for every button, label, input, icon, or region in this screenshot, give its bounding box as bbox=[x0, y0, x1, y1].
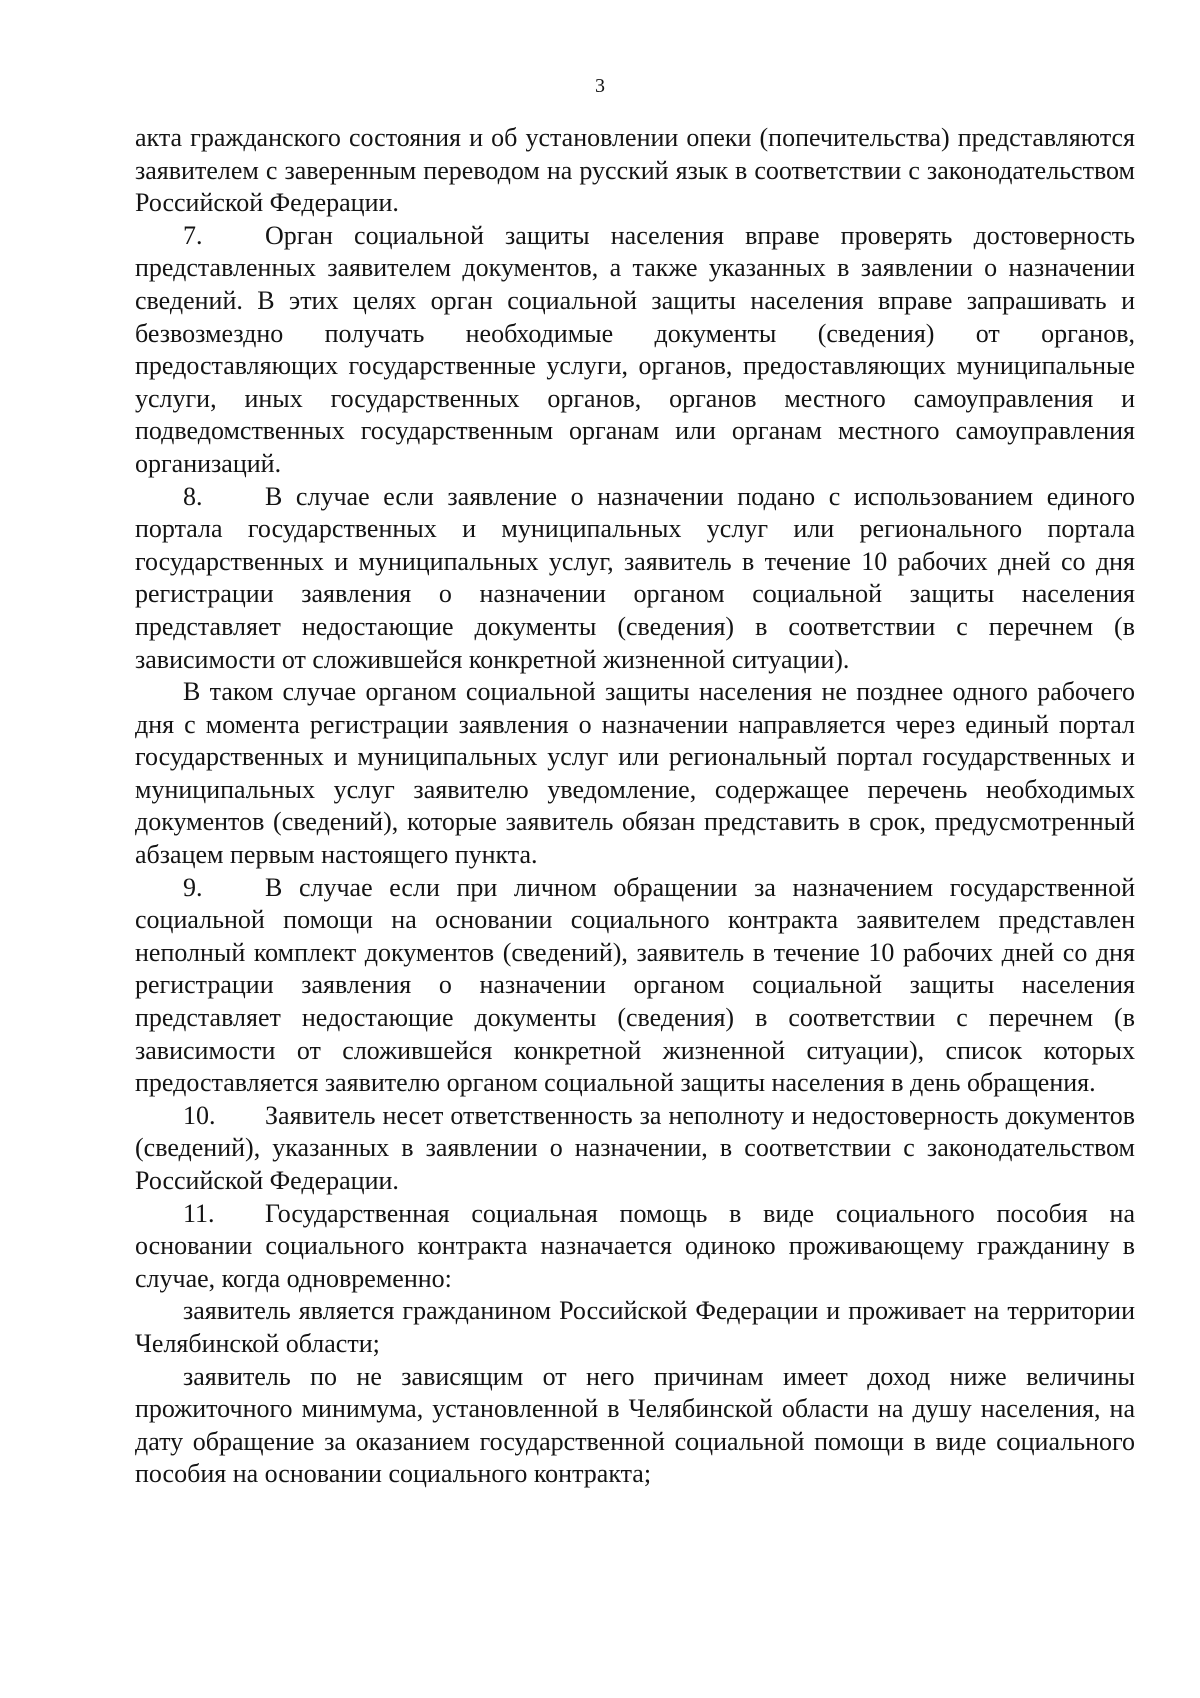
paragraph-item-7 bbox=[135, 220, 1135, 481]
paragraph-item-10 bbox=[135, 1100, 1135, 1198]
paragraph-text: Орган социальной защиты населения вправе проверять достоверность представленных заявителем документов, а также указанных в заявлении о назначении сведений. В этих целях орган социальной защиты населения вправе запрашивать и безвозмездно получать необходимые документы (сведения) от органов, предоставляющих государственные услуги, органов, предоставляющих муниципальные услуги, иных государственных органов, органов местного самоуправления и подведомственных государственным органам или органам местного самоуправления организаций. bbox=[135, 220, 1135, 478]
paragraph-text: В таком случае органом социальной защиты населения не позднее одного рабочего дня с момента регистрации заявления о назначении направляется через единый портал государственных и муниципальных услуг или региональный портал государственных и муниципальных услуг заявителю уведомление, содержащее перечень необходимых документов (сведений), которые заявитель обязан представить в срок, предусмотренный абзацем первым настоящего пункта. bbox=[135, 677, 1135, 870]
paragraph-number: 10. bbox=[183, 1100, 216, 1130]
document-body bbox=[135, 122, 1135, 1491]
paragraph-text: заявитель по не зависящим от него причинам имеет доход ниже величины прожиточного минимума, установленной в Челябинской области на душу населения, на дату обращение за оказанием государственной социальной помощи в виде социального пособия на основании социального контракта; bbox=[135, 1361, 1135, 1489]
paragraph-number: 11. bbox=[183, 1198, 215, 1228]
paragraph-item-11 bbox=[135, 1198, 1135, 1296]
paragraph-continuation bbox=[135, 122, 1135, 220]
paragraph-item-8-continued bbox=[135, 676, 1135, 872]
paragraph-text: заявитель является гражданином Российской Федерации и проживает на территории Челябинской области; bbox=[135, 1296, 1135, 1358]
paragraph-item-8 bbox=[135, 481, 1135, 677]
paragraph-number: 9. bbox=[183, 872, 203, 902]
paragraph-number: 8. bbox=[183, 481, 203, 511]
paragraph-text: В случае если заявление о назначении подано с использованием единого портала государственных и муниципальных услуг или регионального портала государственных и муниципальных услуг, заявитель в течение 10 рабочих дней со дня регистрации заявления о назначении органом социальной защиты населения представляет недостающие документы (сведения) в соответствии с перечнем (в зависимости от сложившейся конкретной жизненной ситуации). bbox=[135, 481, 1135, 674]
paragraph-condition-citizenship bbox=[135, 1295, 1135, 1360]
paragraph-condition-income bbox=[135, 1361, 1135, 1491]
paragraph-text: акта гражданского состояния и об установлении опеки (попечительства) представляются заявителем с заверенным переводом на русский язык в соответствии с законодательством Российской Федерации. bbox=[135, 123, 1135, 218]
paragraph-item-9 bbox=[135, 872, 1135, 1100]
paragraph-number: 7. bbox=[183, 220, 203, 250]
page-number: 3 bbox=[595, 75, 605, 97]
paragraph-text: Государственная социальная помощь в виде социального пособия на основании социального контракта назначается одиноко проживающему гражданину в случае, когда одновременно: bbox=[135, 1198, 1135, 1293]
paragraph-text: Заявитель несет ответственность за неполноту и недостоверность документов (сведений), указанных в заявлении о назначении, в соответствии с законодательством Российской Федерации. bbox=[135, 1100, 1135, 1195]
paragraph-text: В случае если при личном обращении за назначением государственной социальной помощи на основании социального контракта заявителем представлен неполный комплект документов (сведений), заявитель в течение 10 рабочих дней со дня регистрации заявления о назначении органом социальной защиты населения представляет недостающие документы (сведения) в соответствии с перечнем (в зависимости от сложившейся конкретной жизненной ситуации), список которых предоставляется заявителю органом социальной защиты населения в день обращения. bbox=[135, 872, 1135, 1098]
